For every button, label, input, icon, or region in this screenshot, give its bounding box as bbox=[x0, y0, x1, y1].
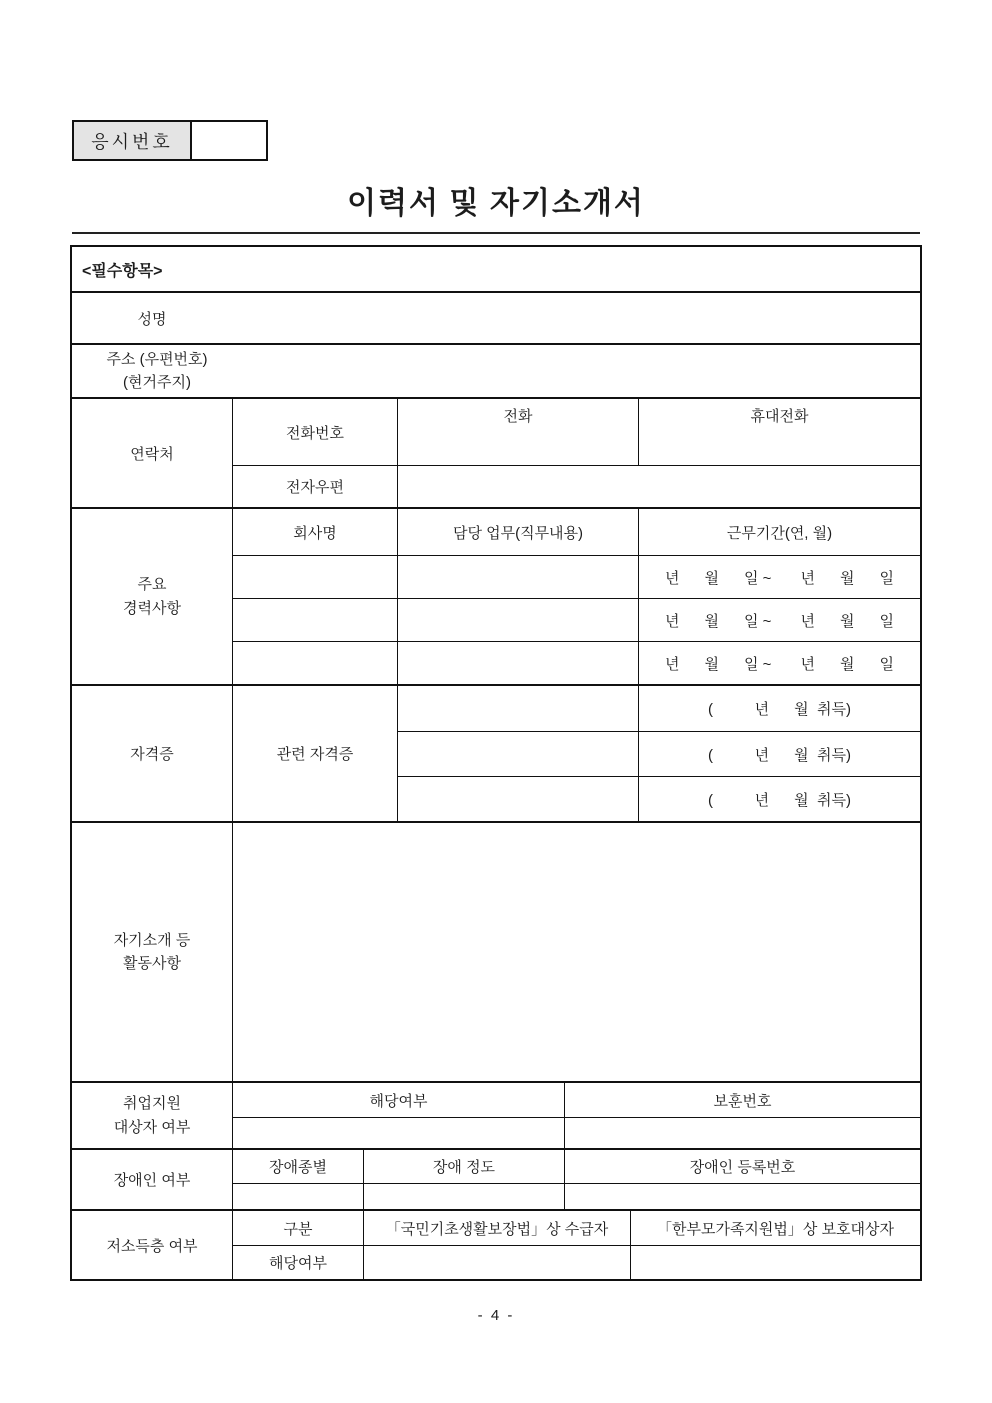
section-employment-support bbox=[72, 1081, 920, 1148]
contact-mobile-header-cell: 휴대전화 bbox=[638, 399, 920, 465]
career-row1-period-cell: 년 월 일 ~ 년 월 일 bbox=[638, 555, 920, 598]
basic-livelihood-value-cell bbox=[363, 1245, 630, 1279]
disability-type-value-cell bbox=[232, 1183, 363, 1209]
disability-reg-number-header: 장애인 등록번호 bbox=[564, 1150, 920, 1183]
career-row3-duty-cell bbox=[397, 641, 638, 684]
career-section-label bbox=[72, 509, 232, 684]
certificate-row2-acquired-cell: ( 년 월 취득) bbox=[638, 731, 920, 776]
veteran-number-header: 보훈번호 bbox=[564, 1083, 920, 1117]
single-parent-header: 「한부모가족지원법」상 보호대상자 bbox=[630, 1211, 920, 1245]
career-period-header: 근무기간(연, 월) bbox=[638, 509, 920, 555]
section-address bbox=[72, 343, 920, 397]
section-self-intro bbox=[72, 821, 920, 1081]
required-items-heading: <필수항목> bbox=[82, 262, 163, 280]
career-row2-period-cell: 년 월 일 ~ 년 월 일 bbox=[638, 598, 920, 641]
address-label-line1: 주소 (우편번호) bbox=[106, 350, 208, 368]
employment-support-label-line2: 대상자 여부 bbox=[113, 1118, 191, 1136]
career-duty-header: 담당 업무(직무내용) bbox=[397, 509, 638, 555]
career-label-line1: 주요 bbox=[137, 576, 167, 594]
title-underline bbox=[72, 232, 920, 234]
address-label-line2: (현거주지) bbox=[123, 374, 191, 391]
address-label bbox=[72, 345, 242, 397]
employment-applicable-value-cell bbox=[232, 1117, 564, 1148]
self-intro-label-line1: 자기소개 등 bbox=[113, 931, 191, 949]
career-label-line2: 경력사항 bbox=[123, 599, 181, 617]
section-low-income bbox=[72, 1209, 920, 1279]
contact-phone-header-cell: 전화 bbox=[397, 399, 638, 465]
low-income-category-header: 구분 bbox=[232, 1211, 363, 1245]
certificate-row1-name-cell bbox=[397, 686, 638, 731]
veteran-number-value-cell bbox=[564, 1117, 920, 1148]
name-value-cell bbox=[232, 293, 920, 343]
certificate-section-label: 자격증 bbox=[130, 746, 174, 763]
section-required-items bbox=[72, 247, 920, 291]
low-income-applicable-label: 해당여부 bbox=[232, 1245, 363, 1279]
certificate-row3-acquired-cell: ( 년 월 취득) bbox=[638, 776, 920, 821]
section-career bbox=[72, 507, 920, 684]
section-contact bbox=[72, 397, 920, 507]
career-row3-period-cell: 년 월 일 ~ 년 월 일 bbox=[638, 641, 920, 684]
career-row2-company-cell bbox=[232, 598, 397, 641]
self-intro-content-cell bbox=[232, 823, 920, 1081]
career-row1-duty-cell bbox=[397, 555, 638, 598]
address-value-cell bbox=[242, 345, 920, 397]
self-intro-label-line2: 활동사항 bbox=[123, 955, 181, 972]
resume-form-table bbox=[70, 245, 922, 1281]
career-row1-company-cell bbox=[232, 555, 397, 598]
section-name bbox=[72, 291, 920, 343]
employment-support-label-line1: 취업지원 bbox=[123, 1095, 181, 1113]
employment-support-label bbox=[72, 1083, 232, 1148]
certificate-row2-name-cell bbox=[397, 731, 638, 776]
certificate-row3-name-cell bbox=[397, 776, 638, 821]
disability-section-label: 장애인 여부 bbox=[113, 1172, 191, 1189]
certificate-row1-acquired-cell: ( 년 월 취득) bbox=[638, 686, 920, 731]
single-parent-value-cell bbox=[630, 1245, 920, 1279]
low-income-section-label: 저소득층 여부 bbox=[106, 1237, 198, 1255]
exam-number-box bbox=[72, 120, 268, 161]
page-number: - 4 - bbox=[477, 1307, 515, 1324]
disability-degree-value-cell bbox=[363, 1183, 564, 1209]
career-company-header: 회사명 bbox=[232, 509, 397, 555]
employment-applicable-header: 해당여부 bbox=[232, 1083, 564, 1117]
career-row2-duty-cell bbox=[397, 598, 638, 641]
disability-type-header: 장애종별 bbox=[232, 1150, 363, 1183]
contact-phone-label: 전화번호 bbox=[232, 399, 397, 465]
certificate-related-label: 관련 자격증 bbox=[232, 686, 397, 821]
section-certificate bbox=[72, 684, 920, 821]
name-label: 성명 bbox=[137, 310, 167, 328]
basic-livelihood-header: 「국민기초생활보장법」상 수급자 bbox=[363, 1211, 630, 1245]
exam-number-label: 응시번호 bbox=[72, 120, 192, 161]
contact-email-value-cell bbox=[397, 465, 920, 507]
career-row3-company-cell bbox=[232, 641, 397, 684]
self-intro-label bbox=[72, 823, 232, 1081]
section-disability bbox=[72, 1148, 920, 1209]
disability-reg-number-value-cell bbox=[564, 1183, 920, 1209]
contact-section-label: 연락처 bbox=[130, 445, 174, 463]
page-title: 이력서 및 자기소개서 bbox=[347, 187, 645, 220]
disability-degree-header: 장애 정도 bbox=[363, 1150, 564, 1183]
exam-number-value-cell bbox=[192, 120, 268, 161]
contact-email-label: 전자우편 bbox=[232, 465, 397, 507]
